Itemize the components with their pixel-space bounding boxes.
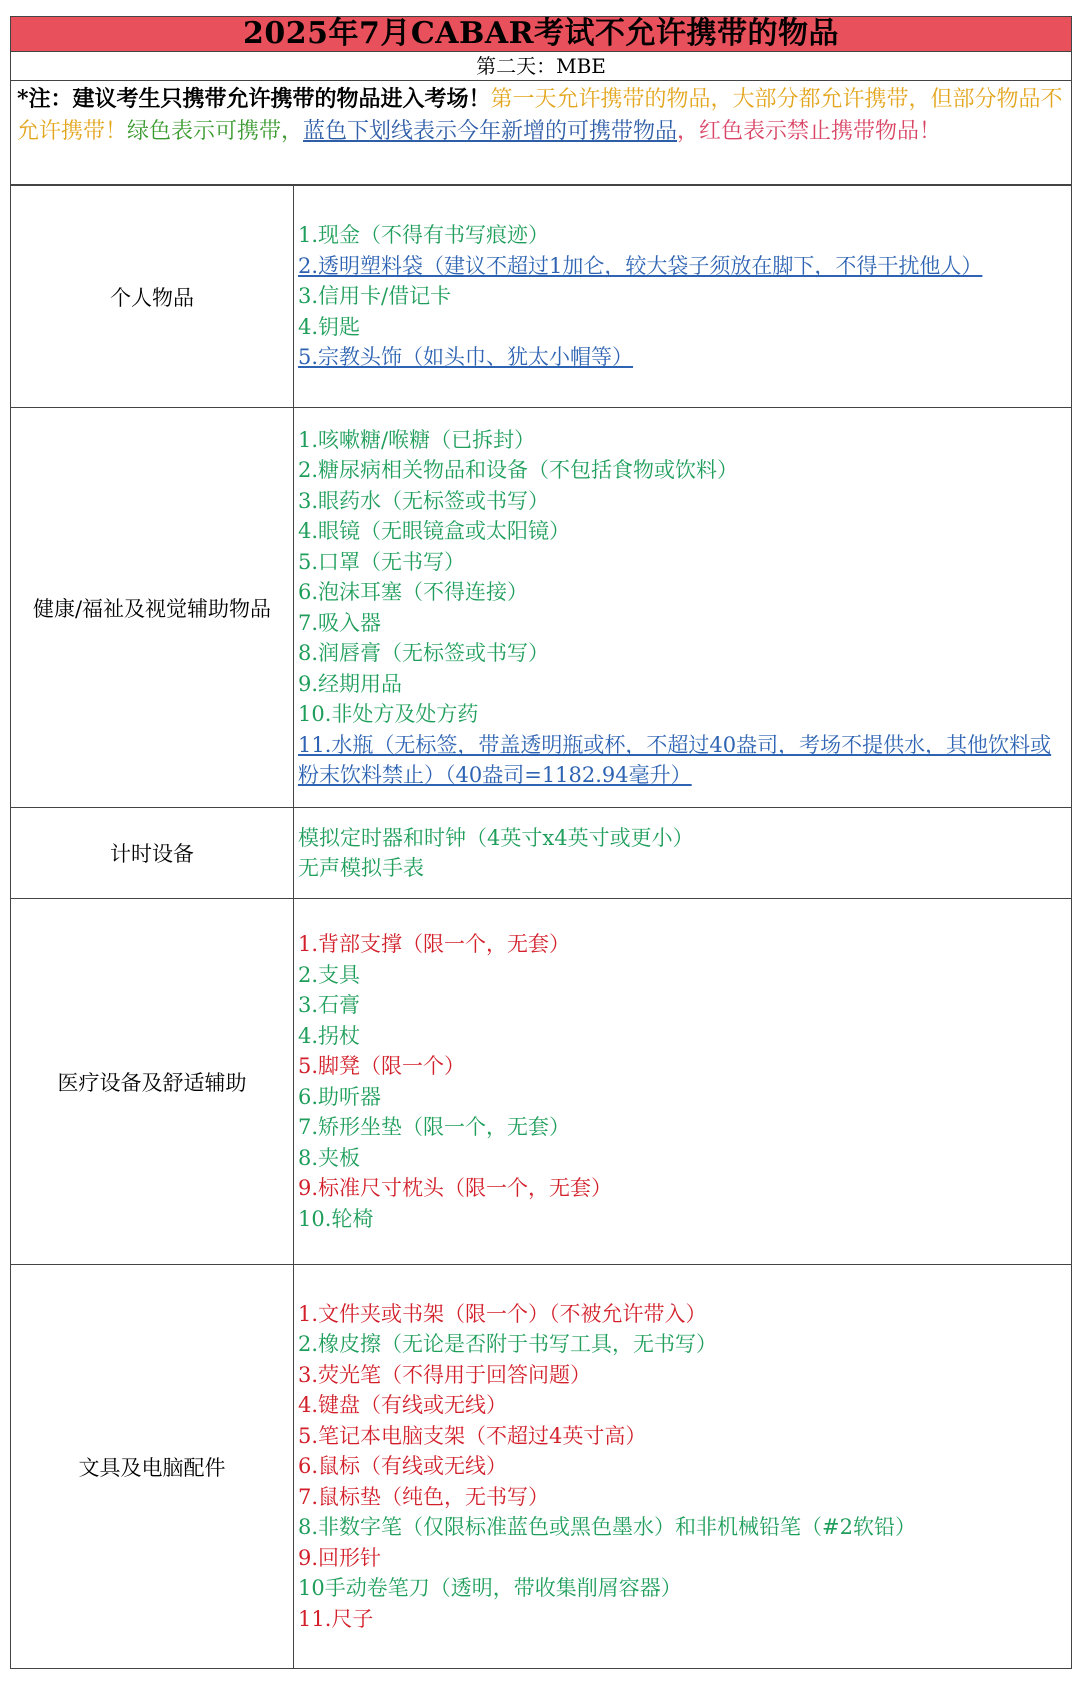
- exam-items-sheet: [10, 16, 1072, 1669]
- list-item: 3.荧光笔（不得用于回答问题）: [298, 1362, 592, 1387]
- items-cell: [294, 408, 1072, 808]
- list-item: 7.吸入器: [298, 610, 382, 635]
- list-item: 4.键盘（有线或无线）: [298, 1393, 508, 1418]
- list-item: 无声模拟手表: [298, 856, 424, 880]
- items-table: [10, 185, 1072, 1669]
- items-cell: [294, 186, 1072, 408]
- note-blue-legend: 蓝色下划线表示今年新增的可携带物品: [303, 119, 678, 144]
- section-row-timing: [11, 808, 1072, 899]
- list-item: 模拟定时器和时钟（4英寸x4英寸或更小）: [298, 825, 694, 850]
- list-item: 3.眼药水（无标签或书写）: [298, 488, 550, 513]
- list-item: 9.回形针: [298, 1545, 382, 1570]
- list-item: 5.脚凳（限一个）: [298, 1054, 466, 1078]
- section-row-health: [11, 408, 1072, 808]
- list-item: 5.笔记本电脑支架（不超过4英寸高）: [298, 1423, 647, 1448]
- list-item: 7.鼠标垫（纯色，无书写）: [298, 1484, 550, 1509]
- category-cell: 个人物品: [11, 186, 294, 408]
- note-day-one: 第一天允许携带的物品，大部分都允许携带，但部分物品不允许携带！: [17, 87, 1063, 144]
- category-cell: 文具及电脑配件: [11, 1265, 294, 1669]
- legend-note: [10, 81, 1072, 185]
- list-item: 11.尺子: [298, 1606, 374, 1631]
- list-item: 9.标准尺寸枕头（限一个，无套）: [298, 1176, 613, 1200]
- list-item: 9.经期用品: [298, 671, 403, 696]
- list-item: 6.助听器: [298, 1084, 382, 1109]
- list-item: 10.轮椅: [298, 1206, 374, 1231]
- items-cell: [294, 1265, 1072, 1669]
- section-row-stationery: [11, 1265, 1072, 1669]
- list-item: 10.非处方及处方药: [298, 702, 479, 726]
- sheet-subtitle: 第二天：MBE: [10, 52, 1072, 81]
- list-item: 2.支具: [298, 962, 361, 987]
- list-item: 3.石膏: [298, 993, 361, 1017]
- list-item: 10手动卷笔刀（透明，带收集削屑容器）: [298, 1576, 682, 1601]
- list-item: 8.非数字笔（仅限标准蓝色或黑色墨水）和非机械铅笔（#2软铅）: [298, 1515, 916, 1540]
- list-item: 8.润唇膏（无标签或书写）: [298, 641, 550, 665]
- category-cell: 健康/福祉及视觉辅助物品: [11, 408, 294, 808]
- items-cell: [294, 899, 1072, 1265]
- list-item: 6.泡沫耳塞（不得连接）: [298, 580, 529, 604]
- section-row-medical: [11, 899, 1072, 1265]
- list-item: 2.糖尿病相关物品和设备（不包括食物或饮料）: [298, 458, 739, 482]
- list-item: 1.文件夹或书架（限一个）（不被允许带入）: [298, 1301, 707, 1326]
- list-item: 3.信用卡/借记卡: [298, 284, 452, 309]
- sheet-title: 2025年7月CABAR考试不允许携带的物品: [10, 16, 1072, 52]
- list-item: 4.拐杖: [298, 1023, 361, 1048]
- list-item: 5.口罩（无书写）: [298, 549, 466, 574]
- items-cell: [294, 808, 1072, 899]
- note-intro: *注：建议考生只携带允许携带的物品进入考场！: [17, 86, 491, 112]
- list-item: 1.咳嗽糖/喉糖（已拆封）: [298, 427, 536, 452]
- category-cell: 医疗设备及舒适辅助: [11, 899, 294, 1265]
- note-red-legend: ，红色表示禁止携带物品！: [677, 119, 942, 144]
- list-item: 1.现金（不得有书写痕迹）: [298, 223, 550, 248]
- list-item: 5.宗教头饰（如头巾、犹太小帽等）: [298, 345, 634, 370]
- list-item: 7.矫形坐垫（限一个，无套）: [298, 1115, 571, 1139]
- section-row-personal: [11, 186, 1072, 408]
- list-item: 1.背部支撑（限一个，无套）: [298, 932, 571, 956]
- list-item: 2.橡皮擦（无论是否附于书写工具，无书写）: [298, 1332, 718, 1357]
- category-cell: 计时设备: [11, 808, 294, 899]
- list-item: 6.鼠标（有线或无线）: [298, 1454, 508, 1479]
- list-item: 11.水瓶（无标签，带盖透明瓶或杯，不超过40盎司，考场不提供水，其他饮料或粉末饮料禁止）（40盎司=1182.94毫升）: [298, 732, 1052, 787]
- note-green-legend: 绿色表示可携带，: [127, 119, 304, 144]
- list-item: 8.夹板: [298, 1145, 361, 1170]
- list-item: 4.钥匙: [298, 314, 361, 339]
- list-item: 4.眼镜（无眼镜盒或太阳镜）: [298, 519, 571, 543]
- list-item: 2.透明塑料袋（建议不超过1加仑，较大袋子须放在脚下，不得干扰他人）: [298, 253, 983, 278]
